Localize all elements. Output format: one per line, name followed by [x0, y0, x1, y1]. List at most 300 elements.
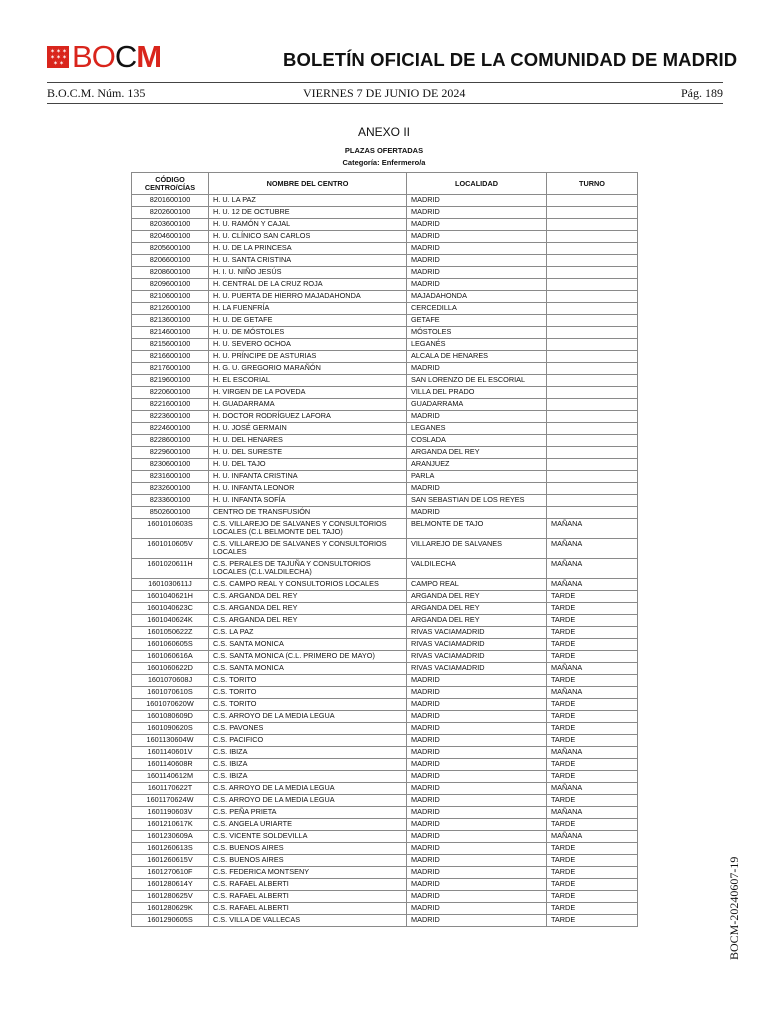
cell-localidad: MADRID	[407, 771, 547, 783]
cell-turno	[547, 303, 638, 315]
table-row	[132, 795, 638, 807]
table-row	[132, 255, 638, 267]
cell-localidad: MADRID	[407, 819, 547, 831]
cell-codigo: 8216600100	[132, 351, 209, 363]
table-row	[132, 375, 638, 387]
cell-turno	[547, 423, 638, 435]
cell-nombre: C.S. VILLA DE VALLECAS	[209, 915, 407, 927]
cell-turno	[547, 447, 638, 459]
header-localidad: LOCALIDAD	[407, 173, 547, 195]
cell-nombre: H. U. INFANTA LEONOR	[209, 483, 407, 495]
table-row	[132, 651, 638, 663]
cell-nombre: H. LA FUENFRÍA	[209, 303, 407, 315]
cell-localidad: MADRID	[407, 855, 547, 867]
cell-localidad: MADRID	[407, 807, 547, 819]
cell-nombre: C.S. RAFAEL ALBERTI	[209, 891, 407, 903]
issue-number: B.O.C.M. Núm. 135	[47, 86, 146, 100]
cell-codigo: 8219600100	[132, 375, 209, 387]
cell-codigo: 1601060616A	[132, 651, 209, 663]
cell-localidad: MADRID	[407, 483, 547, 495]
table-row	[132, 483, 638, 495]
cell-nombre: H. U. RAMÓN Y CAJAL	[209, 219, 407, 231]
cell-nombre: C.S. PERALES DE TAJUÑA Y CONSULTORIOS LOCALES (C.L.VALDILECHA)	[209, 559, 407, 579]
cell-codigo: 1601230609A	[132, 831, 209, 843]
cell-turno	[547, 279, 638, 291]
cell-codigo: 8213600100	[132, 315, 209, 327]
cell-localidad: MADRID	[407, 195, 547, 207]
table-row	[132, 279, 638, 291]
cell-codigo: 1601040621H	[132, 591, 209, 603]
cell-localidad: RIVAS VACIAMADRID	[407, 663, 547, 675]
cell-codigo: 1601040624K	[132, 615, 209, 627]
table-row	[132, 291, 638, 303]
cell-turno: TARDE	[547, 711, 638, 723]
cell-turno	[547, 243, 638, 255]
cell-codigo: 1601080609D	[132, 711, 209, 723]
cell-turno: TARDE	[547, 795, 638, 807]
table-row	[132, 519, 638, 539]
table-row	[132, 867, 638, 879]
table-row	[132, 903, 638, 915]
cell-turno: TARDE	[547, 891, 638, 903]
issue-date: VIERNES 7 DE JUNIO DE 2024	[303, 86, 466, 100]
table-row	[132, 615, 638, 627]
cell-codigo: 1601290605S	[132, 915, 209, 927]
cell-codigo: 1601210617K	[132, 819, 209, 831]
cell-codigo: 1601170624W	[132, 795, 209, 807]
table-row	[132, 603, 638, 615]
cell-localidad: ARGANDA DEL REY	[407, 447, 547, 459]
cell-localidad: GUADARRAMA	[407, 399, 547, 411]
cell-codigo: 8201600100	[132, 195, 209, 207]
cell-localidad: MADRID	[407, 831, 547, 843]
cell-nombre: C.S. RAFAEL ALBERTI	[209, 879, 407, 891]
cell-nombre: C.S. IBIZA	[209, 771, 407, 783]
cell-localidad: MADRID	[407, 879, 547, 891]
cell-turno	[547, 495, 638, 507]
cell-codigo: 8208600100	[132, 267, 209, 279]
table-row	[132, 579, 638, 591]
cell-turno: TARDE	[547, 903, 638, 915]
cell-codigo: 1601090620S	[132, 723, 209, 735]
table-row	[132, 303, 638, 315]
cell-localidad: MADRID	[407, 723, 547, 735]
cell-nombre: H. DOCTOR RODRÍGUEZ LAFORA	[209, 411, 407, 423]
cell-turno	[547, 375, 638, 387]
cell-codigo: 1601040623C	[132, 603, 209, 615]
cell-turno: TARDE	[547, 699, 638, 711]
cell-localidad: MADRID	[407, 231, 547, 243]
cell-nombre: H. EL ESCORIAL	[209, 375, 407, 387]
annex-category: Categoría: Enfermero/a	[342, 158, 426, 167]
cell-nombre: C.S. ARGANDA DEL REY	[209, 615, 407, 627]
cell-localidad: MADRID	[407, 735, 547, 747]
cell-turno: MAÑANA	[547, 747, 638, 759]
cell-nombre: H. U. DE LA PRINCESA	[209, 243, 407, 255]
table-row	[132, 759, 638, 771]
table-row	[132, 507, 638, 519]
cell-turno: TARDE	[547, 867, 638, 879]
cell-localidad: MADRID	[407, 507, 547, 519]
cell-turno: TARDE	[547, 675, 638, 687]
table-row	[132, 663, 638, 675]
table-row	[132, 855, 638, 867]
cell-turno: MAÑANA	[547, 783, 638, 795]
cell-codigo: 1601280614Y	[132, 879, 209, 891]
table-row	[132, 539, 638, 559]
cell-localidad: MADRID	[407, 699, 547, 711]
cell-nombre: H. U. DEL HENARES	[209, 435, 407, 447]
cell-nombre: C.S. ARROYO DE LA MEDIA LEGUA	[209, 783, 407, 795]
cell-nombre: C.S. ARROYO DE LA MEDIA LEGUA	[209, 711, 407, 723]
header-codigo: CÓDIGO CENTRO/CÍAS	[132, 173, 209, 195]
cell-localidad: VILLA DEL PRADO	[407, 387, 547, 399]
cell-nombre: H. U. INFANTA CRISTINA	[209, 471, 407, 483]
cell-nombre: C.S. PACIFICO	[209, 735, 407, 747]
table-body	[132, 195, 638, 927]
cell-turno: MAÑANA	[547, 831, 638, 843]
cell-localidad: MADRID	[407, 843, 547, 855]
cell-turno: TARDE	[547, 639, 638, 651]
cell-nombre: H. G. U. GREGORIO MARAÑÓN	[209, 363, 407, 375]
table-row	[132, 423, 638, 435]
cell-nombre: H. VIRGEN DE LA POVEDA	[209, 387, 407, 399]
table-row	[132, 339, 638, 351]
cell-nombre: H. GUADARRAMA	[209, 399, 407, 411]
cell-turno: TARDE	[547, 759, 638, 771]
cell-codigo: 8228600100	[132, 435, 209, 447]
cell-localidad: COSLADA	[407, 435, 547, 447]
table-row	[132, 783, 638, 795]
cell-localidad: MADRID	[407, 363, 547, 375]
cell-localidad: MADRID	[407, 219, 547, 231]
cell-localidad: MADRID	[407, 915, 547, 927]
cell-codigo: 1601030611J	[132, 579, 209, 591]
cell-turno	[547, 471, 638, 483]
header-rule-bottom	[47, 103, 723, 104]
cell-nombre: C.S. ARGANDA DEL REY	[209, 603, 407, 615]
table-row	[132, 207, 638, 219]
cell-codigo: 8215600100	[132, 339, 209, 351]
cell-nombre: C.S. VILLAREJO DE SALVANES Y CONSULTORIOS LOCALES	[209, 539, 407, 559]
table-row	[132, 879, 638, 891]
cell-localidad: PARLA	[407, 471, 547, 483]
cell-nombre: C.S. ARROYO DE LA MEDIA LEGUA	[209, 795, 407, 807]
cell-codigo: 8230600100	[132, 459, 209, 471]
cell-localidad: MADRID	[407, 279, 547, 291]
cell-codigo: 1601130604W	[132, 735, 209, 747]
table-row	[132, 195, 638, 207]
cell-codigo: 8217600100	[132, 363, 209, 375]
cell-codigo: 1601190603V	[132, 807, 209, 819]
cell-codigo: 1601070620W	[132, 699, 209, 711]
cell-codigo: 1601060622D	[132, 663, 209, 675]
cell-nombre: H. U. DEL TAJO	[209, 459, 407, 471]
cell-turno: TARDE	[547, 771, 638, 783]
cell-turno	[547, 387, 638, 399]
table-row	[132, 723, 638, 735]
cell-turno: TARDE	[547, 819, 638, 831]
cell-nombre: C.S. PEÑA PRIETA	[209, 807, 407, 819]
annex-subtitle: PLAZAS OFERTADAS	[344, 146, 424, 155]
table-row	[132, 639, 638, 651]
cell-turno	[547, 195, 638, 207]
cell-localidad: RIVAS VACIAMADRID	[407, 639, 547, 651]
publication-title: BOLETÍN OFICIAL DE LA COMUNIDAD DE MADRID	[283, 49, 738, 70]
cell-codigo: 1601140608R	[132, 759, 209, 771]
cell-nombre: C.S. PAVONES	[209, 723, 407, 735]
cell-nombre: H. U. DE GETAFE	[209, 315, 407, 327]
cell-turno: TARDE	[547, 627, 638, 639]
table-row	[132, 327, 638, 339]
cell-nombre: H. U. SEVERO OCHOA	[209, 339, 407, 351]
cell-localidad: RIVAS VACIAMADRID	[407, 651, 547, 663]
cell-localidad: ARGANDA DEL REY	[407, 591, 547, 603]
cell-nombre: C.S. RAFAEL ALBERTI	[209, 903, 407, 915]
cell-turno	[547, 219, 638, 231]
cell-localidad: MADRID	[407, 243, 547, 255]
cell-localidad: ARGANDA DEL REY	[407, 603, 547, 615]
cell-nombre: CENTRO DE TRANSFUSIÓN	[209, 507, 407, 519]
madrid-stars-icon: ✶ ✶ ✶ ✶ ✶ ✶ ✶ ✶	[47, 46, 69, 68]
cell-localidad: GETAFE	[407, 315, 547, 327]
cell-localidad: MADRID	[407, 795, 547, 807]
cell-turno	[547, 267, 638, 279]
cell-localidad: MADRID	[407, 903, 547, 915]
cell-codigo: 8209600100	[132, 279, 209, 291]
table-row	[132, 591, 638, 603]
table-row	[132, 387, 638, 399]
cell-localidad: CAMPO REAL	[407, 579, 547, 591]
cell-localidad: MADRID	[407, 675, 547, 687]
table-row	[132, 559, 638, 579]
cell-turno	[547, 255, 638, 267]
header-nombre: NOMBRE DEL CENTRO	[209, 173, 407, 195]
cell-nombre: C.S. IBIZA	[209, 759, 407, 771]
cell-turno	[547, 339, 638, 351]
document-reference-code: BOCM-20240607-19	[727, 856, 741, 960]
cell-codigo: 1601270610F	[132, 867, 209, 879]
cell-codigo: 1601020611H	[132, 559, 209, 579]
cell-codigo: 1601050622Z	[132, 627, 209, 639]
cell-localidad: SAN LORENZO DE EL ESCORIAL	[407, 375, 547, 387]
cell-turno: TARDE	[547, 855, 638, 867]
cell-localidad: MADRID	[407, 711, 547, 723]
table-row	[132, 399, 638, 411]
cell-localidad: MADRID	[407, 759, 547, 771]
cell-codigo: 1601010605V	[132, 539, 209, 559]
cell-turno	[547, 315, 638, 327]
cell-turno: TARDE	[547, 591, 638, 603]
cell-turno	[547, 399, 638, 411]
cell-codigo: 8220600100	[132, 387, 209, 399]
cell-turno: MAÑANA	[547, 687, 638, 699]
cell-codigo: 1601010603S	[132, 519, 209, 539]
cell-turno: MAÑANA	[547, 539, 638, 559]
table-row	[132, 471, 638, 483]
cell-codigo: 1601070610S	[132, 687, 209, 699]
table-row	[132, 411, 638, 423]
cell-turno	[547, 351, 638, 363]
table-row	[132, 363, 638, 375]
cell-nombre: C.S. SANTA MONICA	[209, 639, 407, 651]
cell-codigo: 1601280629K	[132, 903, 209, 915]
cell-localidad: SAN SEBASTIAN DE LOS REYES	[407, 495, 547, 507]
cell-codigo: 8223600100	[132, 411, 209, 423]
table-row	[132, 819, 638, 831]
cell-localidad: MADRID	[407, 411, 547, 423]
cell-codigo: 8214600100	[132, 327, 209, 339]
table-row	[132, 231, 638, 243]
bocm-logo	[47, 39, 162, 74]
table-header-row	[132, 173, 638, 195]
cell-nombre: C.S. ANGELA URIARTE	[209, 819, 407, 831]
cell-nombre: H. U. CLÍNICO SAN CARLOS	[209, 231, 407, 243]
cell-nombre: H. U. LA PAZ	[209, 195, 407, 207]
cell-nombre: H. U. JOSÉ GERMAIN	[209, 423, 407, 435]
cell-localidad: MADRID	[407, 687, 547, 699]
cell-turno: MAÑANA	[547, 519, 638, 539]
cell-codigo: 8502600100	[132, 507, 209, 519]
cell-nombre: C.S. IBIZA	[209, 747, 407, 759]
cell-codigo: 1601280625V	[132, 891, 209, 903]
cell-turno: MAÑANA	[547, 579, 638, 591]
cell-nombre: H. I. U. NIÑO JESÚS	[209, 267, 407, 279]
cell-nombre: C.S. BUENOS AIRES	[209, 855, 407, 867]
cell-localidad: VALDILECHA	[407, 559, 547, 579]
cell-nombre: H. U. DE MÓSTOLES	[209, 327, 407, 339]
table-row	[132, 627, 638, 639]
cell-turno: TARDE	[547, 879, 638, 891]
cell-codigo: 8206600100	[132, 255, 209, 267]
table-row	[132, 831, 638, 843]
table-row	[132, 495, 638, 507]
cell-codigo: 8233600100	[132, 495, 209, 507]
cell-localidad: BELMONTE DE TAJO	[407, 519, 547, 539]
cell-turno	[547, 207, 638, 219]
cell-codigo: 8212600100	[132, 303, 209, 315]
table-row	[132, 675, 638, 687]
cell-nombre: H. U. 12 DE OCTUBRE	[209, 207, 407, 219]
cell-turno	[547, 507, 638, 519]
cell-codigo: 1601140601V	[132, 747, 209, 759]
cell-nombre: C.S. SANTA MONICA	[209, 663, 407, 675]
cell-codigo: 8224600100	[132, 423, 209, 435]
cell-localidad: MADRID	[407, 891, 547, 903]
cell-localidad: ALCALA DE HENARES	[407, 351, 547, 363]
cell-localidad: MADRID	[407, 255, 547, 267]
cell-codigo: 8232600100	[132, 483, 209, 495]
cell-localidad: MAJADAHONDA	[407, 291, 547, 303]
plazas-table	[131, 172, 638, 927]
table-row	[132, 747, 638, 759]
cell-turno: TARDE	[547, 915, 638, 927]
cell-turno	[547, 231, 638, 243]
cell-turno: MAÑANA	[547, 663, 638, 675]
cell-turno: TARDE	[547, 603, 638, 615]
table-row	[132, 435, 638, 447]
cell-codigo: 8204600100	[132, 231, 209, 243]
cell-codigo: 8202600100	[132, 207, 209, 219]
cell-nombre: H. U. INFANTA SOFÍA	[209, 495, 407, 507]
cell-localidad: ARANJUEZ	[407, 459, 547, 471]
cell-turno: TARDE	[547, 651, 638, 663]
cell-localidad: MADRID	[407, 783, 547, 795]
cell-codigo: 1601070608J	[132, 675, 209, 687]
table-row	[132, 843, 638, 855]
cell-turno: TARDE	[547, 843, 638, 855]
header-turno: TURNO	[547, 173, 638, 195]
table-row	[132, 735, 638, 747]
cell-turno	[547, 327, 638, 339]
cell-turno	[547, 291, 638, 303]
cell-turno	[547, 459, 638, 471]
cell-localidad: MADRID	[407, 747, 547, 759]
cell-localidad: CERCEDILLA	[407, 303, 547, 315]
cell-codigo: 1601260615V	[132, 855, 209, 867]
cell-localidad: ARGANDA DEL REY	[407, 615, 547, 627]
cell-nombre: C.S. ARGANDA DEL REY	[209, 591, 407, 603]
table-row	[132, 351, 638, 363]
header-rule-top	[47, 82, 723, 83]
cell-nombre: H. U. SANTA CRISTINA	[209, 255, 407, 267]
cell-nombre: C.S. FEDERICA MONTSENY	[209, 867, 407, 879]
table-row	[132, 219, 638, 231]
cell-nombre: C.S. BUENOS AIRES	[209, 843, 407, 855]
cell-localidad: LEGANÉS	[407, 339, 547, 351]
cell-codigo: 8205600100	[132, 243, 209, 255]
cell-nombre: C.S. CAMPO REAL Y CONSULTORIOS LOCALES	[209, 579, 407, 591]
table-row	[132, 807, 638, 819]
cell-localidad: MADRID	[407, 207, 547, 219]
cell-codigo: 1601140612M	[132, 771, 209, 783]
table-row	[132, 243, 638, 255]
page-number: Pág. 189	[681, 86, 723, 100]
cell-nombre: C.S. VILLAREJO DE SALVANES Y CONSULTORIOS LOCALES (C.L BELMONTE DEL TAJO)	[209, 519, 407, 539]
annex-title: ANEXO II	[357, 125, 410, 139]
table-row	[132, 891, 638, 903]
cell-turno: TARDE	[547, 735, 638, 747]
logo-wordmark: BOCM	[72, 39, 162, 74]
cell-codigo: 8210600100	[132, 291, 209, 303]
cell-turno: MAÑANA	[547, 807, 638, 819]
cell-nombre: H. U. PRÍNCIPE DE ASTURIAS	[209, 351, 407, 363]
cell-nombre: C.S. LA PAZ	[209, 627, 407, 639]
cell-turno	[547, 435, 638, 447]
cell-localidad: MADRID	[407, 267, 547, 279]
table-row	[132, 315, 638, 327]
table-row	[132, 915, 638, 927]
cell-nombre: C.S. VICENTE SOLDEVILLA	[209, 831, 407, 843]
cell-codigo: 8231600100	[132, 471, 209, 483]
cell-codigo: 1601170622T	[132, 783, 209, 795]
cell-codigo: 1601260613S	[132, 843, 209, 855]
table-row	[132, 771, 638, 783]
cell-codigo: 8203600100	[132, 219, 209, 231]
table-row	[132, 267, 638, 279]
cell-nombre: C.S. SANTA MONICA (C.L. PRIMERO DE MAYO)	[209, 651, 407, 663]
cell-nombre: C.S. TORITO	[209, 687, 407, 699]
cell-localidad: RIVAS VACIAMADRID	[407, 627, 547, 639]
cell-codigo: 8229600100	[132, 447, 209, 459]
cell-turno	[547, 411, 638, 423]
cell-nombre: H. U. PUERTA DE HIERRO MAJADAHONDA	[209, 291, 407, 303]
cell-turno	[547, 483, 638, 495]
table-row	[132, 687, 638, 699]
table-row	[132, 459, 638, 471]
table-row	[132, 447, 638, 459]
cell-turno: MAÑANA	[547, 559, 638, 579]
